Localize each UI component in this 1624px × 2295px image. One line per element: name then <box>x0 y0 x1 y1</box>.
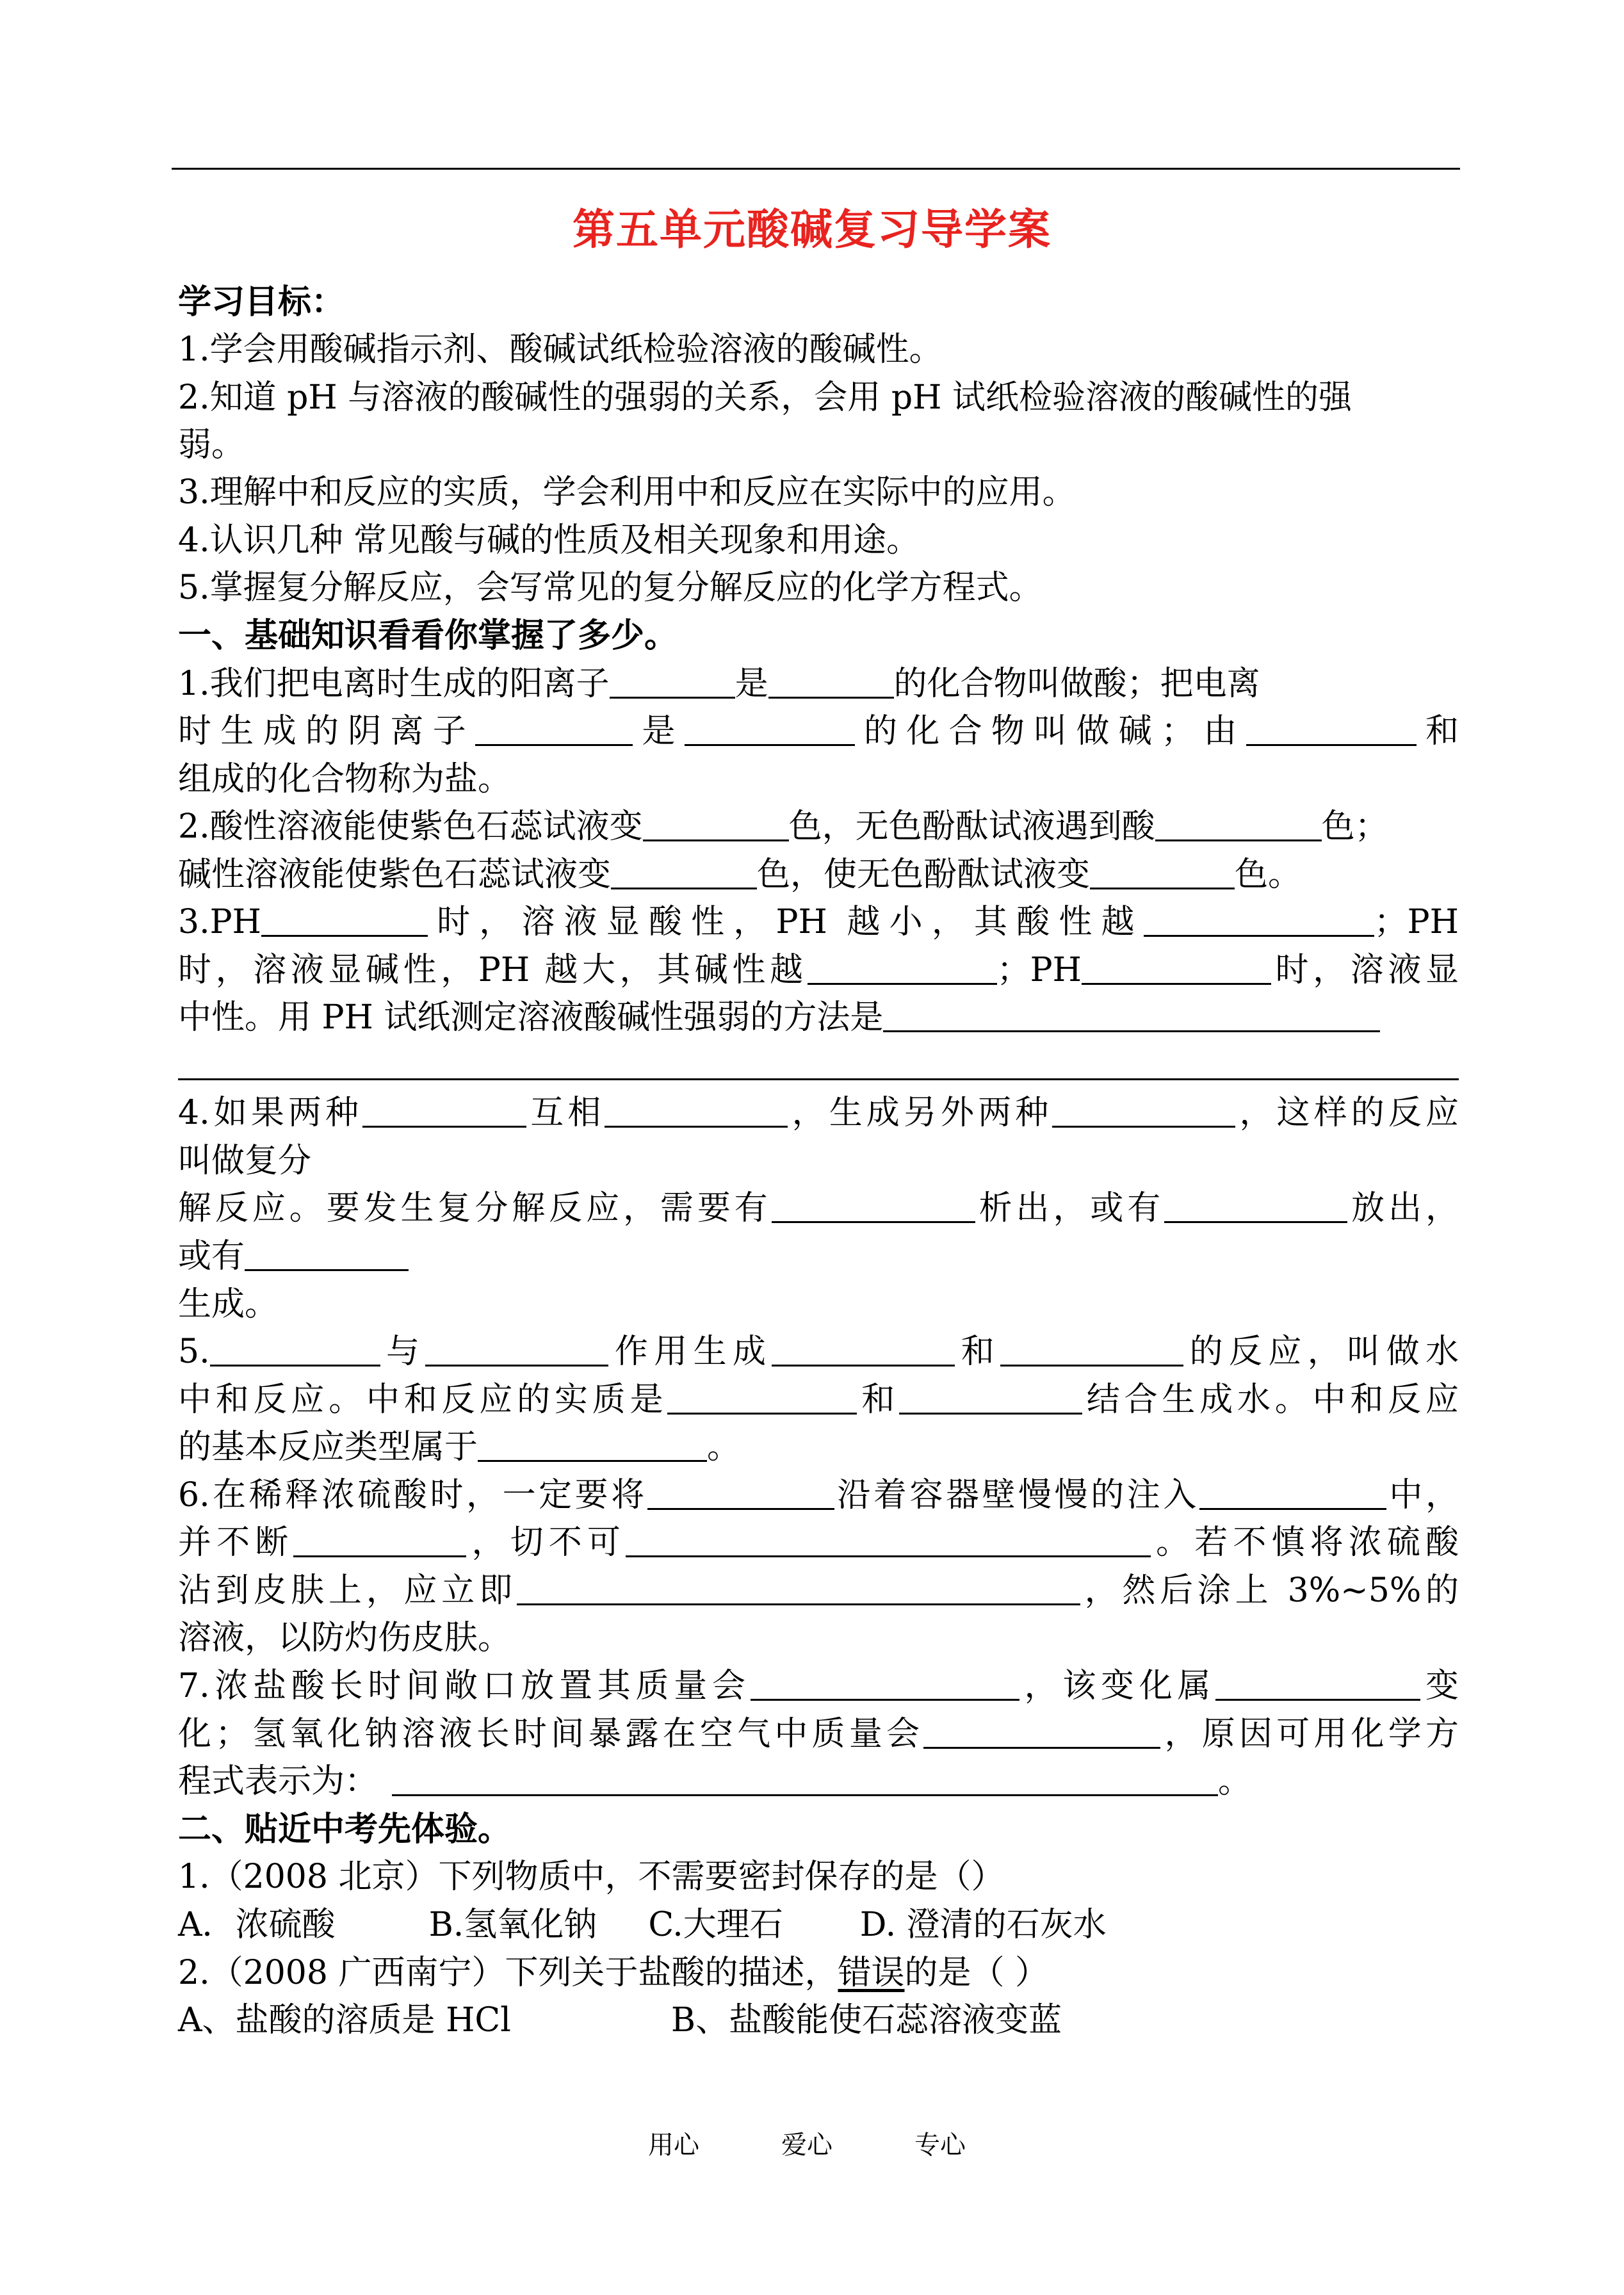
answer-blank[interactable] <box>772 1331 955 1366</box>
objective-item: 3.理解中和反应的实质，学会利用中和反应在实际中的应用。 <box>178 473 1076 512</box>
answer-blank[interactable] <box>425 1331 608 1366</box>
answer-blank[interactable] <box>611 854 757 889</box>
question-5-line: 中和反应。中和反应的实质是 和 结合生成水。中和反应 <box>178 1381 1459 1419</box>
options-row <box>178 2000 1062 2041</box>
question-7-line: 程式表示为： 。 <box>178 1762 1252 1801</box>
answer-blank[interactable] <box>1000 1331 1183 1366</box>
answer-blank[interactable] <box>478 1427 707 1462</box>
option-a[interactable]: A、盐酸的溶质是 HCl <box>178 2001 511 2040</box>
question-6-line: 并不断 ，切不可 。若不慎将浓硫酸 <box>178 1523 1459 1562</box>
question-6-line: 6.在稀释浓硫酸时，一定要将 沿着容器壁慢慢的注入 中， <box>178 1476 1459 1514</box>
answer-blank[interactable] <box>362 1092 526 1128</box>
question-1-line: 组成的化合物称为盐。 <box>178 760 512 799</box>
answer-blank[interactable] <box>772 1188 975 1223</box>
option-b[interactable]: B.氢氧化钠 <box>428 1906 597 1944</box>
answer-blank[interactable] <box>1090 854 1235 889</box>
answer-blank[interactable] <box>667 1379 857 1415</box>
answer-blank[interactable] <box>808 950 997 985</box>
question-2-line: 碱性溶液能使紫色石蕊试液变 色，使无色酚酞试液变 色。 <box>178 856 1302 894</box>
question-5-line: 的基本反应类型属于 。 <box>178 1428 741 1466</box>
question-7-line: 化；氢氧化钠溶液长时间暴露在空气中质量会 ，原因可用化学方 <box>178 1715 1459 1753</box>
question-7-line: 7.浓盐酸长时间敞口放置其质量会 ，该变化属 变 <box>178 1667 1459 1705</box>
answer-blank[interactable] <box>605 1092 788 1128</box>
objective-item: 4.认识几种 常见酸与碱的性质及相关现象和用途。 <box>178 521 920 560</box>
answer-blank[interactable] <box>1164 1188 1347 1223</box>
answer-blank[interactable] <box>1082 950 1271 985</box>
question-3-line: 3.PH 时，溶液显酸性，PH 越小，其酸性越 ；PH <box>178 903 1459 941</box>
section1-heading: 一、基础知识看看你掌握了多少。 <box>178 616 678 655</box>
question-3-line <box>178 1045 1459 1086</box>
question-1-line: 时生成的阴离子 是 的化合物叫做碱；由 和 <box>178 712 1459 750</box>
question-4-line: 4.如果两种 互相 ，生成另外两种 ，这样的反应 <box>178 1094 1459 1132</box>
answer-blank[interactable] <box>1144 902 1374 937</box>
question-6-line: 溶液，以防灼伤皮肤。 <box>178 1619 512 1657</box>
page-footer: 用心 爱心 专心 <box>648 2130 966 2160</box>
question-4-line: 或有 <box>178 1236 409 1277</box>
emphasis-underline: 错误 <box>838 1954 905 1992</box>
header-rule <box>172 168 1460 170</box>
question-5-line: 5. 与 作用生成 和 的反应，叫做水 <box>178 1333 1459 1371</box>
question-3-line: 时，溶液显碱性，PH 越大，其碱性越 ；PH 时，溶液显 <box>178 951 1459 989</box>
objective-item: 弱。 <box>178 426 245 464</box>
answer-blank[interactable] <box>751 1666 1019 1701</box>
page-title: 第五单元酸碱复习导学案 <box>572 204 1052 254</box>
answer-blank[interactable] <box>768 663 894 699</box>
answer-blank[interactable] <box>643 806 789 841</box>
answer-blank[interactable] <box>647 1475 834 1510</box>
answer-blank[interactable] <box>1199 1475 1386 1510</box>
answer-blank[interactable] <box>517 1570 1080 1605</box>
section2-heading: 二、贴近中考先体验。 <box>178 1810 512 1849</box>
answer-blank[interactable] <box>685 711 855 746</box>
answer-blank[interactable] <box>245 1236 409 1271</box>
option-c[interactable]: C.大理石 <box>648 1906 783 1944</box>
option-a[interactable]: A．浓硫酸 <box>178 1906 336 1944</box>
answer-blank[interactable] <box>1155 806 1322 841</box>
answer-blank[interactable] <box>293 1522 466 1557</box>
answer-blank[interactable] <box>178 1045 1459 1080</box>
question-3-line: 中性。用 PH 试纸测定溶液酸碱性强弱的方法是 <box>178 997 1380 1038</box>
question-4-line: 叫做复分 <box>178 1142 312 1180</box>
question-4-line: 解反应。要发生复分解反应，需要有 析出，或有 放出， <box>178 1189 1459 1228</box>
answer-blank[interactable] <box>1215 1666 1420 1701</box>
option-b[interactable]: B、盐酸能使石蕊溶液变蓝 <box>670 2001 1062 2040</box>
answer-blank[interactable] <box>210 1331 380 1366</box>
answer-blank[interactable] <box>1246 711 1417 746</box>
objective-item: 5.掌握复分解反应，会写常见的复分解反应的化学方程式。 <box>178 569 1043 607</box>
answer-blank[interactable] <box>883 997 1380 1032</box>
objectives-heading: 学习目标： <box>178 282 345 321</box>
question-2-line: 2.酸性溶液能使紫色石蕊试液变 色，无色酚酞试液遇到酸 色； <box>178 807 1388 846</box>
answer-blank[interactable] <box>261 902 428 937</box>
objective-item: 1.学会用酸碱指示剂、酸碱试纸检验溶液的酸碱性。 <box>178 330 943 369</box>
question-6-line: 沾到皮肤上，应立即 ，然后涂上 3%~5%的 <box>178 1571 1459 1610</box>
question-1-line: 1.我们把电离时生成的阳离子 是 的化合物叫做酸；把电离 <box>178 665 1260 703</box>
objective-item: 2.知道 pH 与溶液的酸碱性的强弱的关系，会用 pH 试纸检验溶液的酸碱性的强 <box>178 378 1352 417</box>
option-d[interactable]: D. 澄清的石灰水 <box>859 1906 1107 1944</box>
answer-blank[interactable] <box>1052 1092 1235 1128</box>
answer-blank[interactable] <box>626 1522 1151 1557</box>
answer-blank[interactable] <box>475 711 633 746</box>
question-4-line: 生成。 <box>178 1285 279 1324</box>
question-stem: 1.（2008 北京）下列物质中，不需要密封保存的是（） <box>178 1858 1005 1896</box>
question-stem: 2.（2008 广西南宁）下列关于盐酸的描述，错误的是（ ） <box>178 1954 1049 1992</box>
options-row <box>178 1904 1107 1945</box>
answer-blank[interactable] <box>392 1761 1218 1796</box>
answer-blank[interactable] <box>610 663 735 699</box>
answer-blank[interactable] <box>923 1714 1160 1749</box>
answer-blank[interactable] <box>899 1379 1082 1415</box>
